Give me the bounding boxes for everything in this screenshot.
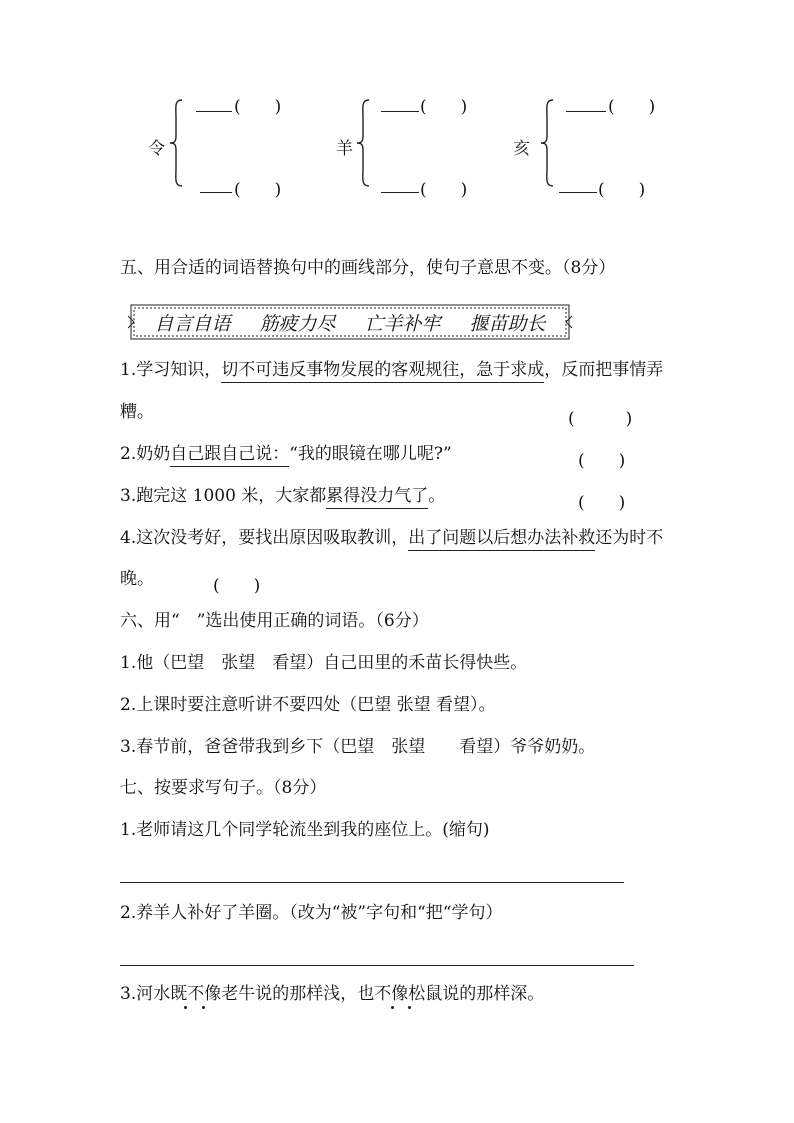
question-7-3: 3.河水既不像老牛说的那样浅，也不像松鼠说的那样深。 [120,984,545,1004]
question-5-3 [120,488,445,505]
answer-paren[interactable]: ( ) [234,97,282,117]
emphasis-dot [408,1006,411,1009]
question-text: “我的眼镜在哪儿呢?” [289,444,452,464]
answer-blank[interactable] [381,192,419,193]
section6-title: 六、用“ ”选出使用正确的词语。（6分） [120,611,429,631]
answer-blank[interactable] [566,111,606,112]
section5-title: 五、用合适的词语替换句中的画线部分，使句子意思不变。（8分） [120,258,616,278]
answer-paren[interactable]: ( ) [578,493,626,513]
word-bank-item: 揠苗助长 [469,312,546,335]
question-text: 4.这次没考好，要找出原因吸取教训， [120,528,409,548]
answer-blank[interactable] [200,192,232,193]
question-7-2: 2.养羊人补好了羊圈。（改为“被”字句和“把“学句） [120,903,503,923]
underlined-phrase: 出了问题以后想办法补救 [408,528,595,551]
answer-blank[interactable] [381,111,419,112]
brace-char: 亥 [513,139,530,159]
emphasis-dot [391,1006,394,1009]
answer-paren[interactable]: ( ) [420,97,468,117]
answer-blank[interactable] [196,111,232,112]
word-bank-banner [128,302,572,342]
question-5-4-cont: 晚。 [120,569,154,589]
answer-line[interactable] [120,882,624,883]
answer-line[interactable] [120,965,634,966]
question-5-1 [120,362,663,379]
brace-char: 令 [148,139,165,159]
word-bank-item: 亡羊补牢 [364,312,441,335]
question-6-1[interactable]: 1.他（巴望 张望 看望）自己田里的禾苗长得快些。 [120,653,528,673]
emphasis-dot [202,1006,205,1009]
answer-paren[interactable]: ( ) [578,451,626,471]
question-text: 1.学习知识， [120,360,222,380]
underlined-phrase: 自己跟自己说： [170,444,289,467]
word-bank-item: 自言自语 [154,312,231,335]
section7-title: 七、按要求写句子。（8分） [120,778,327,798]
question-text: 2.奶奶 [120,444,171,464]
question-text: 。 [428,486,446,506]
curly-brace-icon [539,98,555,188]
answer-paren[interactable]: ( ) [568,409,633,429]
curly-brace-icon [355,98,371,188]
question-text: 3.跑完这 1000 米，大家都 [120,486,327,506]
answer-paren[interactable]: ( ) [608,97,656,117]
word-bank-item: 筋疲力尽 [259,312,336,335]
answer-paren[interactable]: ( ) [234,180,282,200]
question-text: ，反而把事情弄 [544,360,664,380]
question-text: 还为时不 [595,528,664,548]
question-6-3[interactable]: 3.春节前，爸爸带我到乡下（巴望 张望 看望）爷爷奶奶。 [120,737,596,757]
answer-blank[interactable] [559,192,597,193]
answer-paren[interactable]: ( ) [598,180,646,200]
question-7-1: 1.老师请这几个同学轮流坐到我的座位上。(缩句) [120,820,490,840]
answer-paren[interactable]: ( ) [420,180,468,200]
curly-brace-icon [168,98,184,188]
question-5-4 [120,530,663,547]
question-5-2 [120,446,452,463]
underlined-phrase: 切不可违反事物发展的客观规往，急于求成 [221,360,544,383]
underlined-phrase: 累得没力气了 [326,486,428,509]
question-6-2[interactable]: 2.上课时要注意听讲不要四处（巴望 张望 看望）。 [120,695,496,715]
answer-paren[interactable]: ( ) [213,576,261,596]
emphasis-dot [184,1006,187,1009]
question-5-1-cont: 糟。 [120,402,154,422]
brace-char: 羊 [336,139,353,159]
